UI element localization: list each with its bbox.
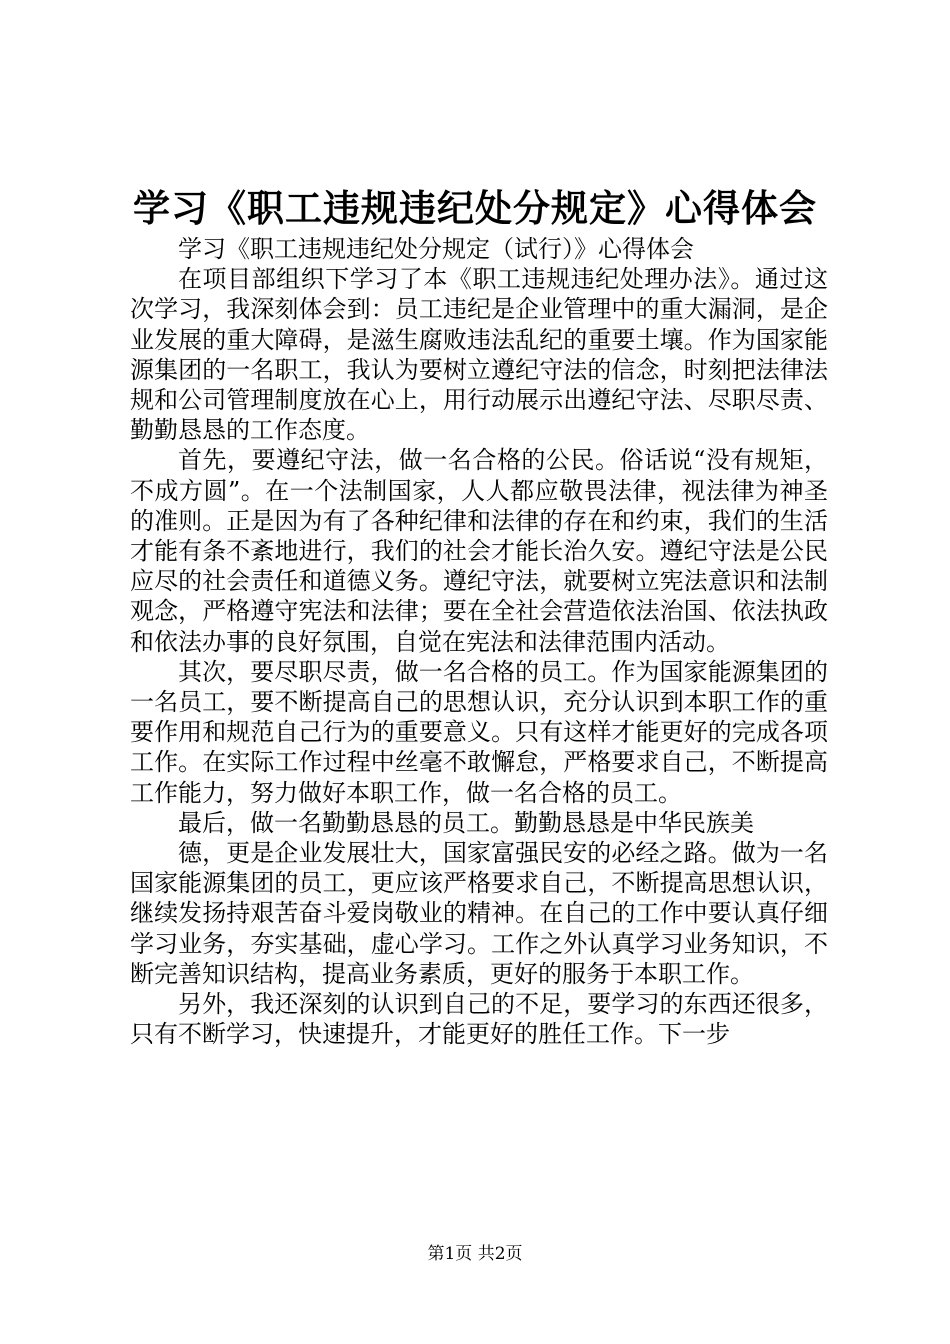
- document-body: [130, 234, 828, 1049]
- paragraph-last-line1: 最后，做一名勤勤恳恳的员工。勤勤恳恳是中华民族美: [178, 808, 754, 837]
- page-footer: 第1页 共2页: [427, 1244, 523, 1264]
- paragraph-first: 首先，要遵纪守法，做一名合格的公民。俗话说“没有规矩，不成方圆”。在一个法制国家，人人都应敬畏法律，视法律为神圣的准则。正是因为有了各种纪律和法律的存在和约束，我们的生活才能有条不紊地进行，我们的社会才能长治久安。遵纪守法是公民应尽的社会责任和道德义务。遵纪守法，就要树立宪法意识和法制观念，严格遵守宪法和法律；要在全社会营造依法治国、依法执政和依法办事的良好氛围，自觉在宪法和法律范围内活动。: [130, 446, 828, 656]
- paragraph-last-continued: 德，更是企业发展壮大，国家富强民安的必经之路。做为一名国家能源集团的员工，更应该严格要求自己，不断提高思想认识，继续发扬持艰苦奋斗爱岗敬业的精神。在自己的工作中要认真仔细学习业务，夯实基础，虚心学习。工作之外认真学习业务知识，不断完善知识结构，提高业务素质，更好的服务于本职工作。: [130, 839, 828, 988]
- paragraph-additional: 另外，我还深刻的认识到自己的不足，要学习的东西还很多，只有不断学习，快速提升，才能更好的胜任工作。下一步: [130, 990, 828, 1049]
- document-subtitle: 学习《职工违规违纪处分规定（试行）》心得体会: [178, 235, 694, 263]
- document-title: 学习《职工违规违纪处分规定》心得体会: [133, 186, 817, 230]
- paragraph-second: 其次，要尽职尽责，做一名合格的员工。作为国家能源集团的一名员工，要不断提高自己的思想认识，充分认识到本职工作的重要作用和规范自己行为的重要意义。只有这样才能更好的完成各项工作。在实际工作过程中丝毫不敢懈怠，严格要求自己，不断提高工作能力，努力做好本职工作，做一名合格的员工。: [130, 657, 828, 807]
- paragraph-intro: 在项目部组织下学习了本《职工违规违纪处理办法》。通过这次学习，我深刻体会到：员工违纪是企业管理中的重大漏洞，是企业发展的重大障碍，是滋生腐败违法乱纪的重要土壤。作为国家能源集团的一名职工，我认为要树立遵纪守法的信念，时刻把法律法规和公司管理制度放在心上，用行动展示出遵纪守法、尽职尽责、勤勤恳恳的工作态度。: [130, 265, 828, 445]
